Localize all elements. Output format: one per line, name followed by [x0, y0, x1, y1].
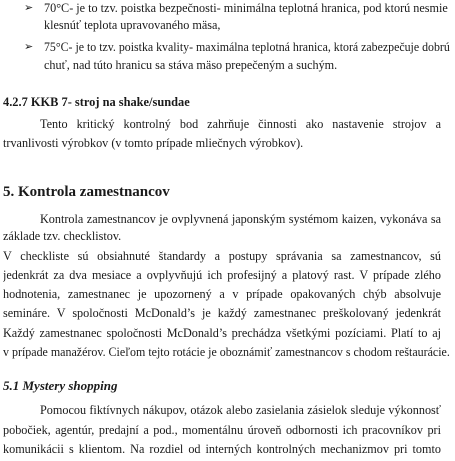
paragraph-line: jedenkrát za dva mesiace a ovplyvňujú ich profesijný a platový rast. V prípade zlého: [3, 268, 441, 282]
bullet-2-line-1: 75°C- je to tzv. poistka kvality- maximálna teplotná hranica, ktorá zabezpečuje dobrú: [44, 40, 450, 54]
arrow-bullet-icon: ➢: [24, 1, 34, 14]
paragraph-line: Pomocou fiktívnych nákupov, otázok alebo zasielania zásielok sleduje výkonnosť: [40, 403, 441, 417]
bullet-2-line-2: chuť, nad túto hranicu sa stáva mäso prepečeným a suchým.: [44, 58, 338, 72]
paragraph-line: semináre. V spoločnosti McDonald’s je každý zamestnanec preškolovaný jedenkrát: [3, 306, 441, 320]
paragraph-line: Kontrola zamestnancov je ovplyvnená japonským systémom kaizen, vykonáva sa: [40, 212, 441, 226]
paragraph-line: základe tzv. checklistov.: [3, 229, 122, 243]
paragraph-line: V checkliste sú obsiahnuté štandardy a postupy správania sa zamestnancov, sú: [3, 249, 441, 263]
paragraph-line: Každý zamestnanec spoločnosti McDonald’s prechádza všetkými pozíciami. Platí to aj: [3, 326, 441, 340]
subsection-heading-4-2-7: 4.2.7 KKB 7- stroj na shake/sundae: [3, 95, 190, 109]
arrow-bullet-icon: ➢: [24, 40, 34, 53]
paragraph-line: pobočiek, agentúr, predajní a pod., momentálnu úroveň odbornosti ich pracovníkov pri: [3, 423, 441, 437]
paragraph-line: hodnotenia, zamestnanec je upozornený a v prípade opakovaných chýb absolvuje: [3, 287, 441, 301]
subsection-heading-5-1: 5.1 Mystery shopping: [3, 378, 118, 393]
paragraph-line: Tento kritický kontrolný bod zahrňuje činnosti ako nastavenie strojov a: [40, 117, 441, 131]
bullet-1-line-1: 70°C- je to tzv. poistka bezpečnosti- minimálna teplotná hranica, pod ktorú nesmie: [44, 1, 448, 15]
section-heading-5: 5. Kontrola zamestnancov: [3, 184, 170, 200]
paragraph-line: v prípade manažérov. Cieľom tejto rotácie je oboznámiť zamestnancov s chodom reštaurácie.: [3, 345, 450, 359]
paragraph-line: komunikácii s klientom. Na rozdiel od interných kontrolných mechanizmov pri tomto: [3, 442, 441, 456]
paragraph-line: trvanlivosti výrobkov (v tomto prípade mliečnych výrobkov).: [3, 136, 304, 150]
bullet-1-line-2: klesnúť teplota upravovaného mäsa,: [44, 18, 221, 32]
